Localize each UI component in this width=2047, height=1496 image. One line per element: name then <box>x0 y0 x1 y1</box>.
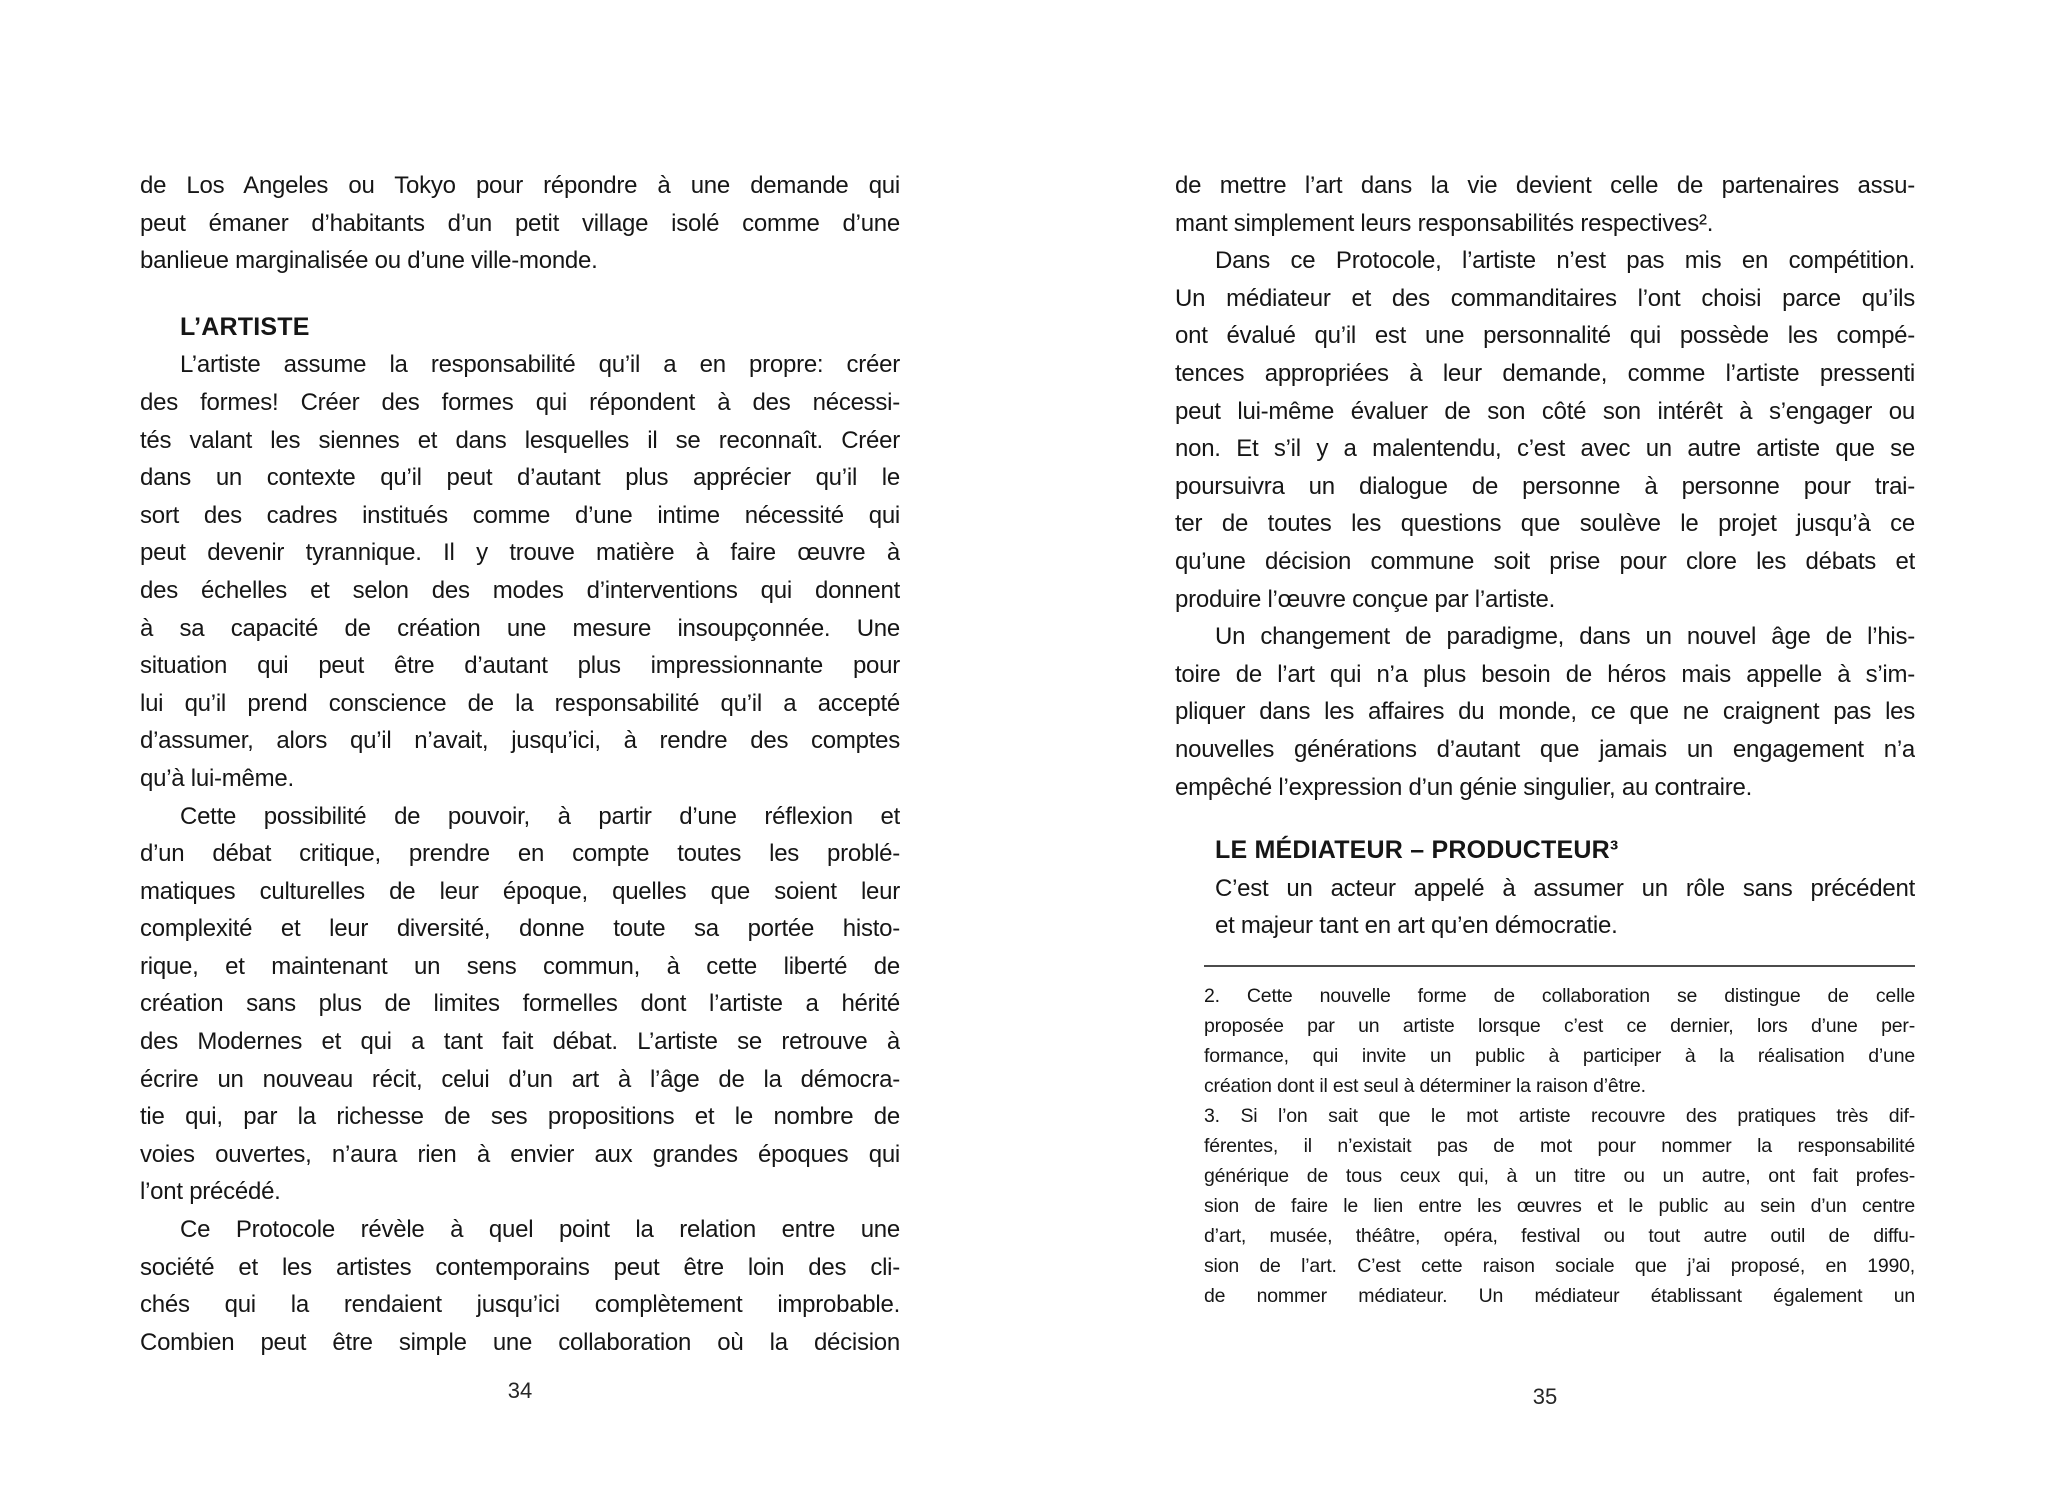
text-line: écrire un nouveau récit, celui d’un art à l’âge de la démocra- <box>140 1065 900 1093</box>
text-line: d’art, musée, théâtre, opéra, festival ou tout autre outil de diffu- <box>1204 1224 1915 1247</box>
text-line: mant simplement leurs responsabilités respectives². <box>1175 209 1714 237</box>
text-line: matiques culturelles de leur époque, quelles que soient leur <box>140 877 900 905</box>
section-heading: LE MÉDIATEUR – PRODUCTEUR³ <box>1215 836 1619 865</box>
text-line: d’un débat critique, prendre en compte toutes les problé- <box>140 840 900 868</box>
text-line: pliquer dans les affaires du monde, ce que ne craignent pas les <box>1175 698 1915 726</box>
text-line: situation qui peut être d’autant plus impressionnante pour <box>140 652 900 680</box>
text-line: l’ont précédé. <box>140 1178 281 1206</box>
text-line: peut lui-même évaluer de son côté son intérêt à s’engager ou <box>1175 397 1915 425</box>
text-line: à sa capacité de création une mesure insoupçonnée. Une <box>140 614 900 642</box>
text-line: de nommer médiateur. Un médiateur établissant également un <box>1204 1284 1915 1307</box>
text-line: chés qui la rendaient jusqu’ici complètement improbable. <box>140 1291 900 1319</box>
text-line: sort des cadres institués comme d’une intime nécessité qui <box>140 501 900 529</box>
left-page <box>140 167 900 1361</box>
text-line: rique, et maintenant un sens commun, à cette liberté de <box>140 952 900 980</box>
text-line: produire l’œuvre conçue par l’artiste. <box>1175 585 1555 613</box>
text-line: proposée par un artiste lorsque c’est ce dernier, lors d’une per- <box>1204 1014 1915 1037</box>
text-line: tie qui, par la richesse de ses propositions et le nombre de <box>140 1103 900 1131</box>
text-line: banlieue marginalisée ou d’une ville-monde. <box>140 247 598 275</box>
text-line: Un changement de paradigme, dans un nouvel âge de l’his- <box>1215 623 1915 651</box>
text-line: 2. Cette nouvelle forme de collaboration se distingue de celle <box>1204 984 1915 1007</box>
text-line: des Modernes et qui a tant fait débat. L’artiste se retrouve à <box>140 1028 900 1056</box>
text-line: empêché l’expression d’un génie singulier, au contraire. <box>1175 773 1753 801</box>
body-paragraph <box>140 1211 900 1361</box>
text-line: C’est un acteur appelé à assumer un rôle sans précédent <box>1215 874 1915 902</box>
text-line: création sans plus de limites formelles dont l’artiste a hérité <box>140 990 900 1018</box>
text-line: tences appropriées à leur demande, comme l’artiste pressenti <box>1175 359 1915 387</box>
text-line: qu’une décision commune soit prise pour clore les débats et <box>1175 547 1915 575</box>
text-line: toire de l’art qui n’a plus besoin de héros mais appelle à s’im- <box>1175 660 1915 688</box>
text-line: création dont il est seul à déterminer la raison d’être. <box>1204 1074 1646 1097</box>
page-number-right: 35 <box>1532 1384 1558 1409</box>
text-line: de mettre l’art dans la vie devient celle de partenaires assu- <box>1175 172 1915 199</box>
text-line: et majeur tant en art qu’en démocratie. <box>1215 912 1618 940</box>
text-line: générique de tous ceux qui, à un titre ou un autre, ont fait profes- <box>1204 1164 1915 1187</box>
text-line: Dans ce Protocole, l’artiste n’est pas mis en compétition. <box>1215 247 1915 275</box>
body-paragraph <box>140 346 900 797</box>
text-line: d’assumer, alors qu’il n’avait, jusqu’ici, à rendre des comptes <box>140 727 900 755</box>
text-line: sion de faire le lien entre les œuvres et le public au sein d’un centre <box>1204 1194 1915 1217</box>
text-line: dans un contexte qu’il peut d’autant plus apprécier qu’il le <box>140 464 900 492</box>
text-line: Un médiateur et des commanditaires l’ont choisi parce qu’ils <box>1175 284 1915 312</box>
body-paragraph <box>1175 242 1915 618</box>
text-line: Combien peut être simple une collaboration où la décision <box>140 1328 900 1356</box>
text-line: formance, qui invite un public à participer à la réalisation d’une <box>1204 1044 1915 1067</box>
page-number-left: 34 <box>507 1378 533 1403</box>
body-paragraph <box>1175 870 1915 945</box>
text-line: des échelles et selon des modes d’interventions qui donnent <box>140 576 900 604</box>
text-line: Cette possibilité de pouvoir, à partir d’une réflexion et <box>180 802 900 830</box>
text-line: sion de l’art. C’est cette raison sociale que j’ai proposé, en 1990, <box>1204 1254 1915 1277</box>
section-heading: L’ARTISTE <box>180 312 310 341</box>
text-line: Ce Protocole révèle à quel point la relation entre une <box>180 1216 900 1244</box>
text-line: tés valant les siennes et dans lesquelles il se reconnaît. Créer <box>140 426 900 454</box>
text-line: qu’à lui-même. <box>140 764 294 792</box>
text-line: ter de toutes les questions que soulève le projet jusqu’à ce <box>1175 510 1915 538</box>
footnote-divider <box>1204 965 1915 967</box>
text-line: complexité et leur diversité, donne toute sa portée histo- <box>140 915 900 943</box>
text-line: poursuivra un dialogue de personne à personne pour trai- <box>1175 472 1915 500</box>
body-paragraph <box>1175 618 1915 806</box>
text-line: des formes! Créer des formes qui répondent à des nécessi- <box>140 388 900 416</box>
footnote-paragraph <box>1175 1101 1915 1311</box>
text-line: L’artiste assume la responsabilité qu’il a en propre: créer <box>180 351 900 379</box>
text-line: voies ouvertes, n’aura rien à envier aux grandes époques qui <box>140 1140 900 1168</box>
text-line: peut devenir tyrannique. Il y trouve matière à faire œuvre à <box>140 539 900 567</box>
right-page <box>1175 167 1915 1311</box>
text-line: ont évalué qu’il est une personnalité qui possède les compé- <box>1175 322 1915 350</box>
text-line: lui qu’il prend conscience de la responsabilité qu’il a accepté <box>140 689 900 717</box>
text-line: peut émaner d’habitants d’un petit village isolé comme d’une <box>140 209 900 237</box>
body-paragraph <box>140 798 900 1212</box>
text-line: de Los Angeles ou Tokyo pour répondre à une demande qui <box>140 172 900 199</box>
text-line: férentes, il n’existait pas de mot pour nommer la responsabilité <box>1204 1134 1915 1157</box>
text-line: société et les artistes contemporains peut être loin des cli- <box>140 1253 900 1281</box>
body-paragraph <box>140 167 900 280</box>
body-paragraph <box>1175 167 1915 242</box>
text-line: non. Et s’il y a malentendu, c’est avec un autre artiste que se <box>1175 435 1915 463</box>
footnote-paragraph <box>1175 981 1915 1101</box>
text-line: 3. Si l’on sait que le mot artiste recouvre des pratiques très dif- <box>1204 1104 1915 1127</box>
text-line: nouvelles générations d’autant que jamais un engagement n’a <box>1175 735 1915 763</box>
